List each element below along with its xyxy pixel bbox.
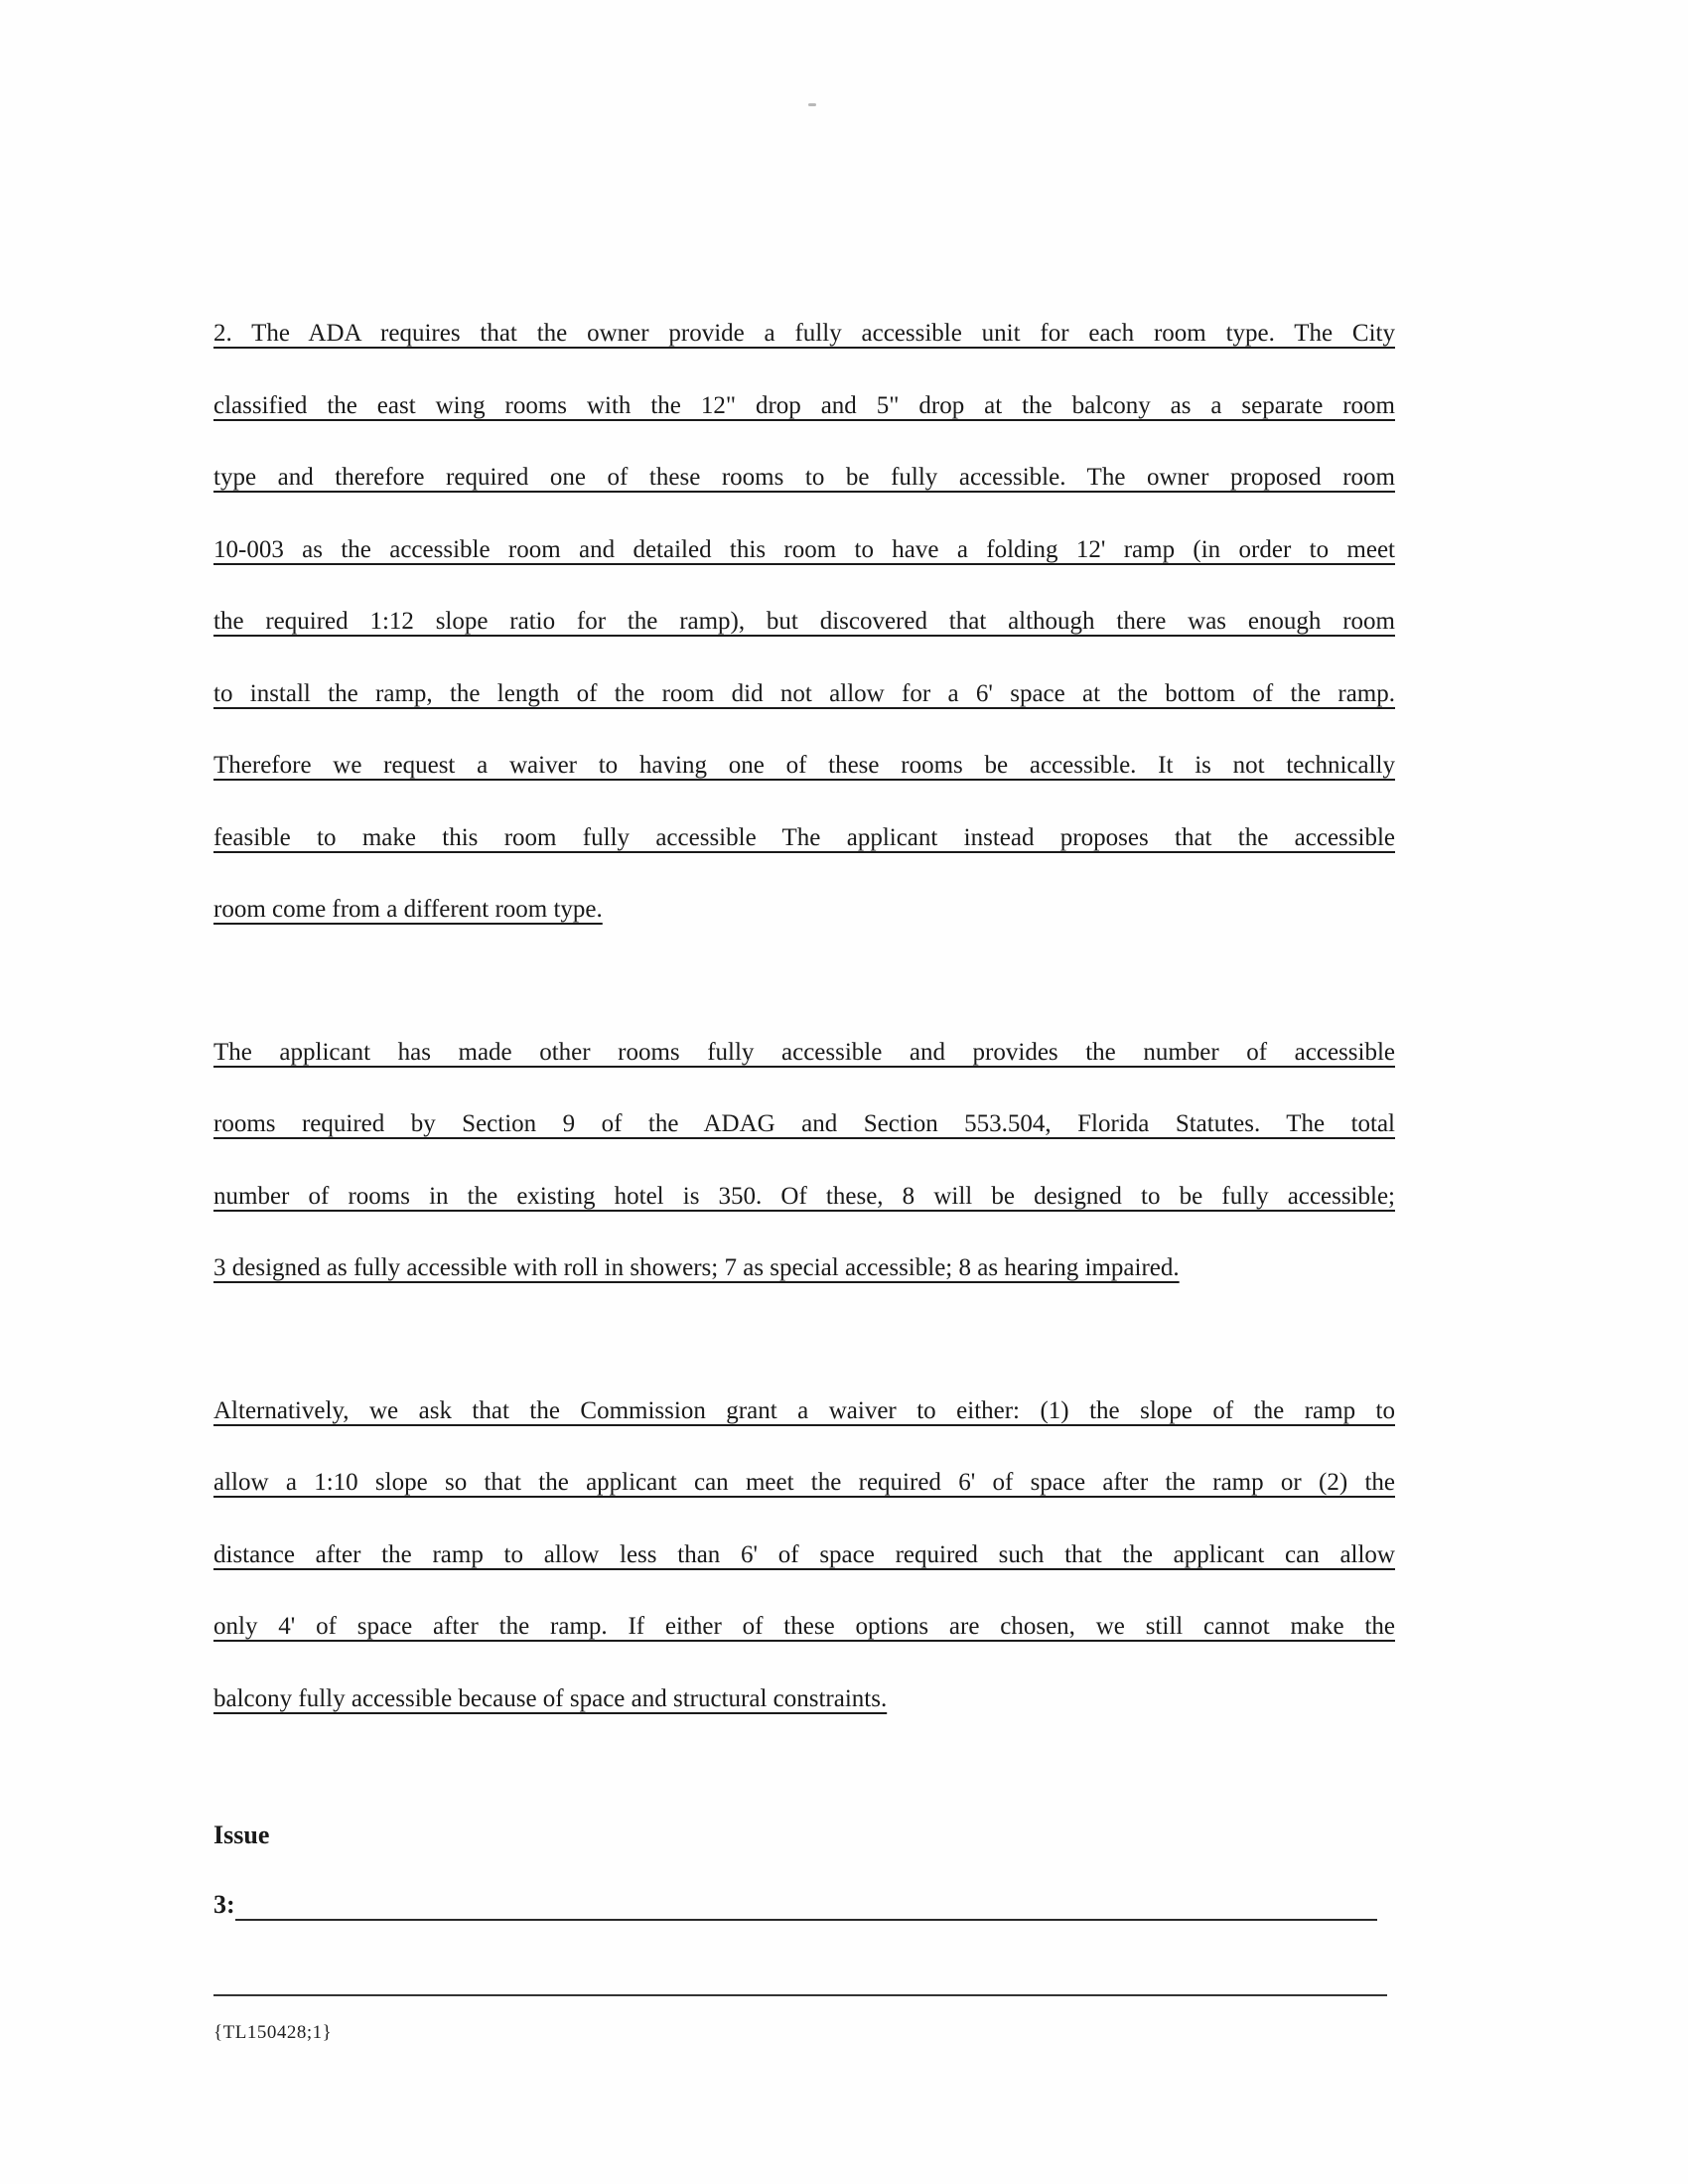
text-line: The applicant has made other rooms fully accessible and provides the number of accessible	[213, 1038, 1395, 1066]
footer-separator-line	[213, 1994, 1387, 1996]
text-line: room come from a different room type.	[213, 896, 603, 923]
paragraph-1	[213, 298, 1395, 946]
text-line: rooms required by Section 9 of the ADAG and Section 553.504, Florida Statutes. The total	[213, 1110, 1395, 1137]
text-line: feasible to make this room fully accessible The applicant instead proposes that the accessible	[213, 823, 1395, 851]
text-line: 2. The ADA requires that the owner provide a fully accessible unit for each room type. The City	[213, 320, 1395, 347]
scan-artifact-dot	[808, 103, 816, 106]
text-block	[213, 298, 1395, 2044]
text-line: number of rooms in the existing hotel is 350. Of these, 8 will be designed to be fully accessible;	[213, 1182, 1395, 1210]
text-line: only 4' of space after the ramp. If either of these options are chosen, we still cannot make the	[213, 1613, 1395, 1640]
text-line: type and therefore required one of these rooms to be fully accessible. The owner proposed room	[213, 464, 1395, 491]
text-line: Alternatively, we ask that the Commission grant a waiver to either: (1) the slope of the ramp to	[213, 1396, 1395, 1424]
issue-number: 3:	[213, 1890, 235, 1919]
text-line: allow a 1:10 slope so that the applicant can meet the required 6' of space after the ramp or (2) the	[213, 1469, 1395, 1496]
paragraph-3	[213, 1376, 1395, 1736]
text-line: 10-003 as the accessible room and detailed this room to have a folding 12' ramp (in order to meet	[213, 535, 1395, 563]
issue-blank-underline	[235, 1919, 1377, 1921]
text-line: the required 1:12 slope ratio for the ramp), but discovered that although there was enough room	[213, 608, 1395, 635]
text-line: 3 designed as fully accessible with roll in showers; 7 as special accessible; 8 as hearing impaired.	[213, 1254, 1180, 1281]
text-line: to install the ramp, the length of the room did not allow for a 6' space at the bottom of the ramp.	[213, 679, 1395, 707]
text-line: balcony fully accessible because of space and structural constraints.	[213, 1684, 888, 1712]
text-line: classified the east wing rooms with the 12" drop and 5" drop at the balcony as a separate room	[213, 391, 1395, 419]
text-line: Therefore we request a waiver to having one of these rooms be accessible. It is not technically	[213, 752, 1395, 779]
text-line: distance after the ramp to allow less than 6' of space required such that the applicant can allow	[213, 1540, 1395, 1568]
paragraph-2	[213, 1017, 1395, 1305]
issue-heading: Issue	[213, 1820, 270, 1849]
issue-number-row	[213, 1875, 1395, 1935]
footer-document-code: {TL150428;1}	[213, 2022, 333, 2043]
